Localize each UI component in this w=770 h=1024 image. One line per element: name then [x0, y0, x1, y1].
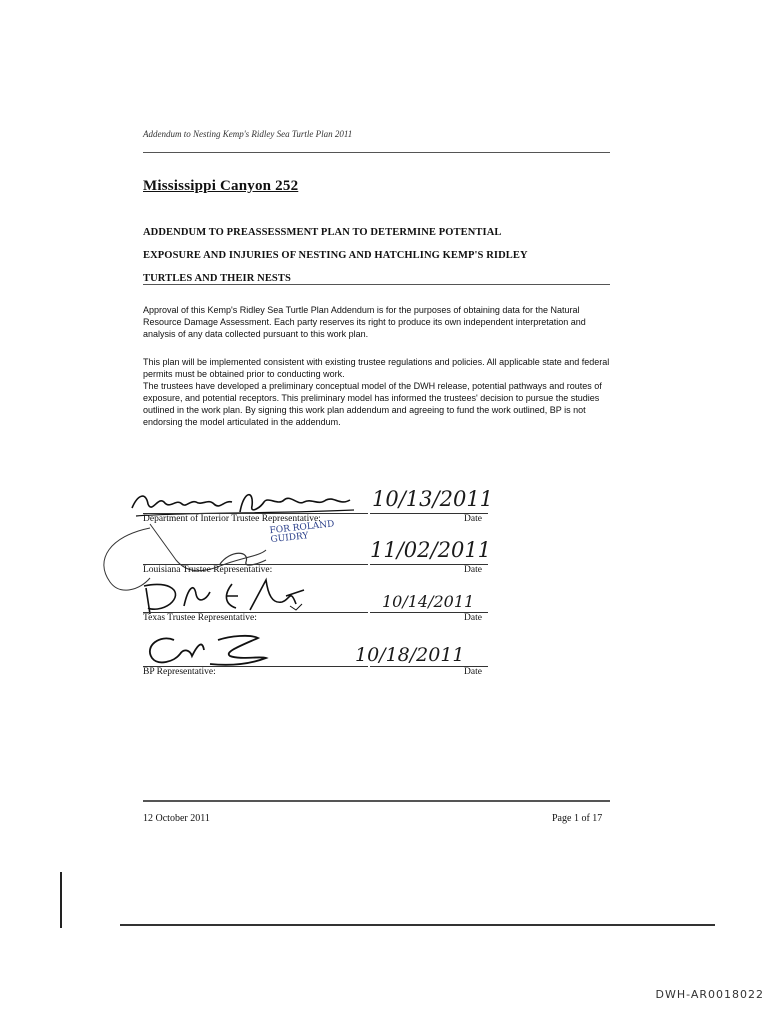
- footer-rule: [143, 800, 610, 802]
- header-rule: [143, 152, 610, 153]
- handwritten-date-louisiana: 11/02/2011: [370, 538, 492, 562]
- signature-label-texas: Texas Trustee Representative:: [143, 613, 257, 623]
- document-heading: [143, 221, 613, 290]
- date-label-doi: Date: [464, 514, 482, 524]
- handwritten-date-doi: 10/13/2011: [372, 487, 494, 511]
- running-header: Addendum to Nesting Kemp's Ridley Sea Turtle Plan 2011: [143, 129, 353, 139]
- handwritten-date-texas: 10/14/2011: [382, 592, 475, 611]
- signature-label-louisiana: Louisiana Trustee Representative:: [143, 565, 273, 575]
- signature-label-bp: BP Representative:: [143, 667, 216, 677]
- date-label-louisiana: Date: [464, 565, 482, 575]
- date-label-bp: Date: [464, 667, 482, 677]
- paragraph-conceptual-model: The trustees have developed a preliminary conceptual model of the DWH release, potential pathways and routes of exposure, and potential receptors. This preliminary model has informed the trustees' decision to pursue the studies outlined in the work plan. By signing this work plan addendum and agreeing to fund the work outlined, BP is not endorsing the model articulated in the addendum.: [143, 381, 602, 427]
- heading-line: TURTLES AND THEIR NESTS: [143, 273, 291, 284]
- heading-line: ADDENDUM TO PREASSESSMENT PLAN TO DETERMINE POTENTIAL: [143, 227, 502, 238]
- signature-label-doi: Department of Interior Trustee Representative:: [143, 514, 321, 524]
- paragraph-implementation: This plan will be implemented consistent with existing trustee regulations and policies. All applicable state and federal permits must be obtained prior to conducting work.: [143, 357, 610, 379]
- handwritten-date-bp: 10/18/2011: [355, 644, 465, 666]
- scan-artifact-left-bar: [60, 872, 62, 928]
- footer-date: 12 October 2011: [143, 813, 210, 824]
- paragraph-approval: Approval of this Kemp's Ridley Sea Turtle Plan Addendum is for the purposes of obtaining data for the Natural Resource Damage Assessment. Each party reserves its right to produce its own independent interpretation and analysis of any data collected pursuant to this work plan.: [143, 305, 586, 339]
- heading-rule: [143, 284, 610, 285]
- scan-artifact-bottom-line: [120, 924, 715, 926]
- signature-bp: [140, 630, 280, 670]
- date-label-texas: Date: [464, 613, 482, 623]
- bates-number: DWH-AR0018022: [655, 988, 764, 1001]
- footer-page-number: Page 1 of 17: [552, 813, 603, 824]
- document-title: Mississippi Canyon 252: [143, 178, 299, 194]
- heading-line: EXPOSURE AND INJURIES OF NESTING AND HATCHLING KEMP'S RIDLEY: [143, 250, 528, 261]
- signature-note-louisiana: FOR ROLAND GUIDRY: [269, 519, 335, 546]
